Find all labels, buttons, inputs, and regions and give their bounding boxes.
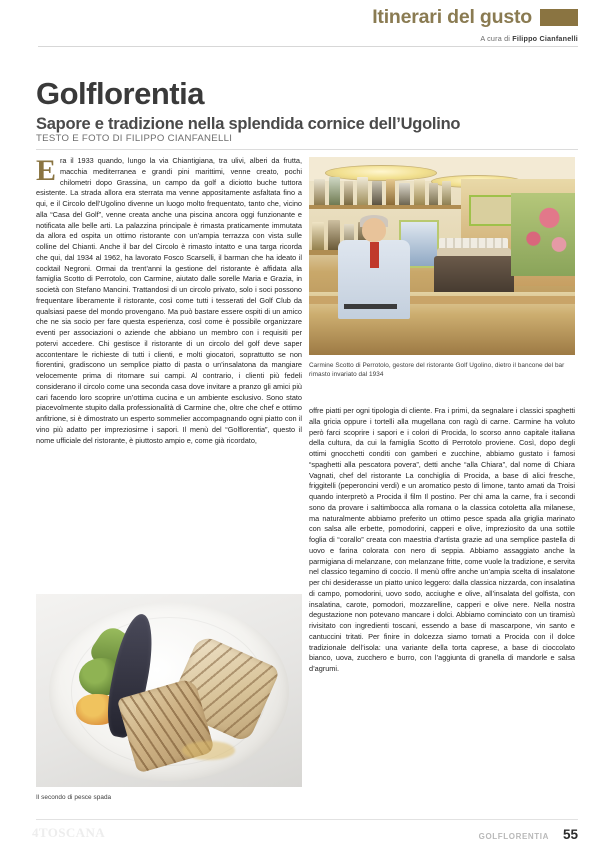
body-text-right: offre piatti per ogni tipologia di cliente. Fra i primi, da segnalare i classici spaghetti alla gricia oppure i tortelli alla mugellana con ragù di carne. Carmine ha voluto però farci scoprire i sapori e i colori di Procida, lo scorso anno capitale italiana della cultura, da cui la famiglia Scotto di Perrotolo proviene. Così, dopo degli ottimi gnocchetti conditi con gamberi e zucchine, abbiamo gustato i famosi “spaghetti alla pescatora povera”, detti anche “alla Chiara”, dal nome di Chiara Vagnati, chef del ristorante La conchiglia di Procida, a base di alici fresche, friggitelli (peperoncini verdi) e un aromatico pesto di limone, tanto amati da Troisi quando interpretò a Procida il film Il postino. Per chi ama la carne, fra i secondi sono da provare i saltimbocca alla romana o la classica cotoletta alla milanese, ma naturalmente abbiamo preferito un ottimo pesce spada alla griglia marinato con salsa alle erbette, pomodorini, capperi e olive, impreziosito da una sottile foglia di “corallo” creata con maestria d’artista grazie ad una semplice pastella di uovo e farina colorata con nero di seppia. Abbiamo assaggiato anche la parmigiana di melanzane, con melanzane fritte, come vuole la tradizione, e servita nel classico tegamino di coccio. Il menù offre anche un’ampia scelta di insalatone per chi desiderasse un piatto unico leggero: dalla classica nizzarda, con insalatina di campo, pomodorini, uovo sodo, acciughe e olive, all’insalata del golfista, con insalatina, carote, pomodori, mozzarelline, capperi e olive nere. Nella nostra degustazione non potevano mancare i dolci. Abbiamo cominciato con un tiramisù rivisitato con ingredienti toscani, essendo a base di mascarpone, vin santo e cantuccini tritati. Per finire in dolcezza siamo tornati a Procida con il dolce tradizionale dell’isola: una variante della torta caprese, a base di cioccolato bianco, uova, zucchero e burro, con l’aggiunta di granella di mandorle e salsa d’agrumi. bbox=[309, 406, 575, 673]
masthead bbox=[372, 8, 578, 43]
curator-name: Filippo Cianfanelli bbox=[512, 33, 578, 43]
body-text-left: Era il 1933 quando, lungo la via Chiantigiana, tra ulivi, alberi da frutta, macchia mediterranea e grandi pini marittimi, venne creato, pochi chilometri dopo Grassina, un campo da golf a diciotto buche tuttora esistente. La strada allora era sterrata ma venne appositamente asfaltata fino a qui, e il Circolo dell’Ugolino divenne un luogo molto frequentato, tanto che, vicino alla “Casa del Golf”, venne creata anche una piscina ancora oggi funzionante e notificata alle belle arti. La palazzina principale è rimasta praticamente immutata da allora ed ospita un ottimo ristorante con un’ampia terrazza con vista sulle colline del Chianti. Anche il bar del Circolo è rimasto intatto e una targa ricorda che qui, dal 1934 al 1962, ha lavorato Fosco Scarselli, il barman che ha ideato il cocktail Negroni. Ormai da trent’anni la gestione del ristorante è affidata alla famiglia Scotto di Perrotolo, con Carmine, aiutato dalle sorelle Maria e Grazia, in società con Stefano Mancini. Trattandosi di un circolo privato, solo i soci possono frequentare liberamente il ristorante, così come tutti i tesserati del Golf Club da qualsiasi paese del mondo provengano. Ma può bastare essere ospiti di un amico che ne sia socio per fare questa esperienza, così come è possibile organizzare eventi per associazioni o aziende che abbiano un membro con i requisiti per potervi accedere. Chi gestisce il ristorante di un circolo del golf deve saper accontentare le richieste di tutti i clienti, e molti giocatori, soprattutto se non fiorentini, gradiscono un semplice piatto di pasta o un’insalatona da mangiare velocemente prima di ritornare sui campi. Al contrario, i clienti più fedeli considerano il circolo come una seconda casa dove invitare a pranzo gli amici più cari facendo loro scoprire un’ottima cucina e un ambiente esclusivo. Sono stato piacevolmente stupito dalla professionalità di Carmine che, oltre che chef e ottimo anfitrione, si è dimostrato un esperto sommelier accompagnando ogni piatto con il vino più adatto per impreziosirne i sapori. Il menù del “Golflorentia”, questo il nome ufficiale del ristorante, è piuttosto ampio e, come già ricordato, bbox=[36, 154, 302, 445]
article-byline: TESTO E FOTO DI FILIPPO CIANFANELLI bbox=[36, 133, 233, 144]
footer-section-label: GOLFLORENTIA bbox=[478, 832, 549, 841]
photo-bar-manager bbox=[309, 157, 575, 355]
page-number: 55 bbox=[562, 827, 578, 842]
masthead-row bbox=[372, 8, 578, 28]
byline-divider bbox=[36, 149, 578, 150]
gold-block-decoration bbox=[540, 9, 578, 26]
photo-dish-caption: Il secondo di pesce spada bbox=[36, 794, 112, 801]
section-kicker: Itinerari del gusto bbox=[372, 6, 532, 28]
page-title: Golflorentia bbox=[36, 75, 204, 111]
publication-logo: 4TOSCANA bbox=[32, 825, 106, 840]
photo-dish-illustration bbox=[36, 594, 302, 787]
curator-credit bbox=[480, 34, 578, 43]
photo-swordfish-dish bbox=[36, 594, 302, 787]
footer-divider bbox=[36, 819, 578, 820]
photo-bar-illustration bbox=[309, 157, 575, 355]
body-column-right bbox=[309, 406, 575, 675]
photo-bar-caption: Carmine Scotto di Perrotolo, gestore del ristorante Golf Ugolino, dietro il bancone del bar rimasto invariato dal 1934 bbox=[309, 362, 565, 379]
article-subtitle: Sapore e tradizione nella splendida cornice dell’Ugolino bbox=[36, 114, 461, 133]
curator-prefix: A cura di bbox=[480, 33, 513, 43]
header-divider bbox=[38, 46, 578, 47]
body-column-left bbox=[36, 156, 302, 446]
footer-right-group bbox=[479, 827, 578, 842]
